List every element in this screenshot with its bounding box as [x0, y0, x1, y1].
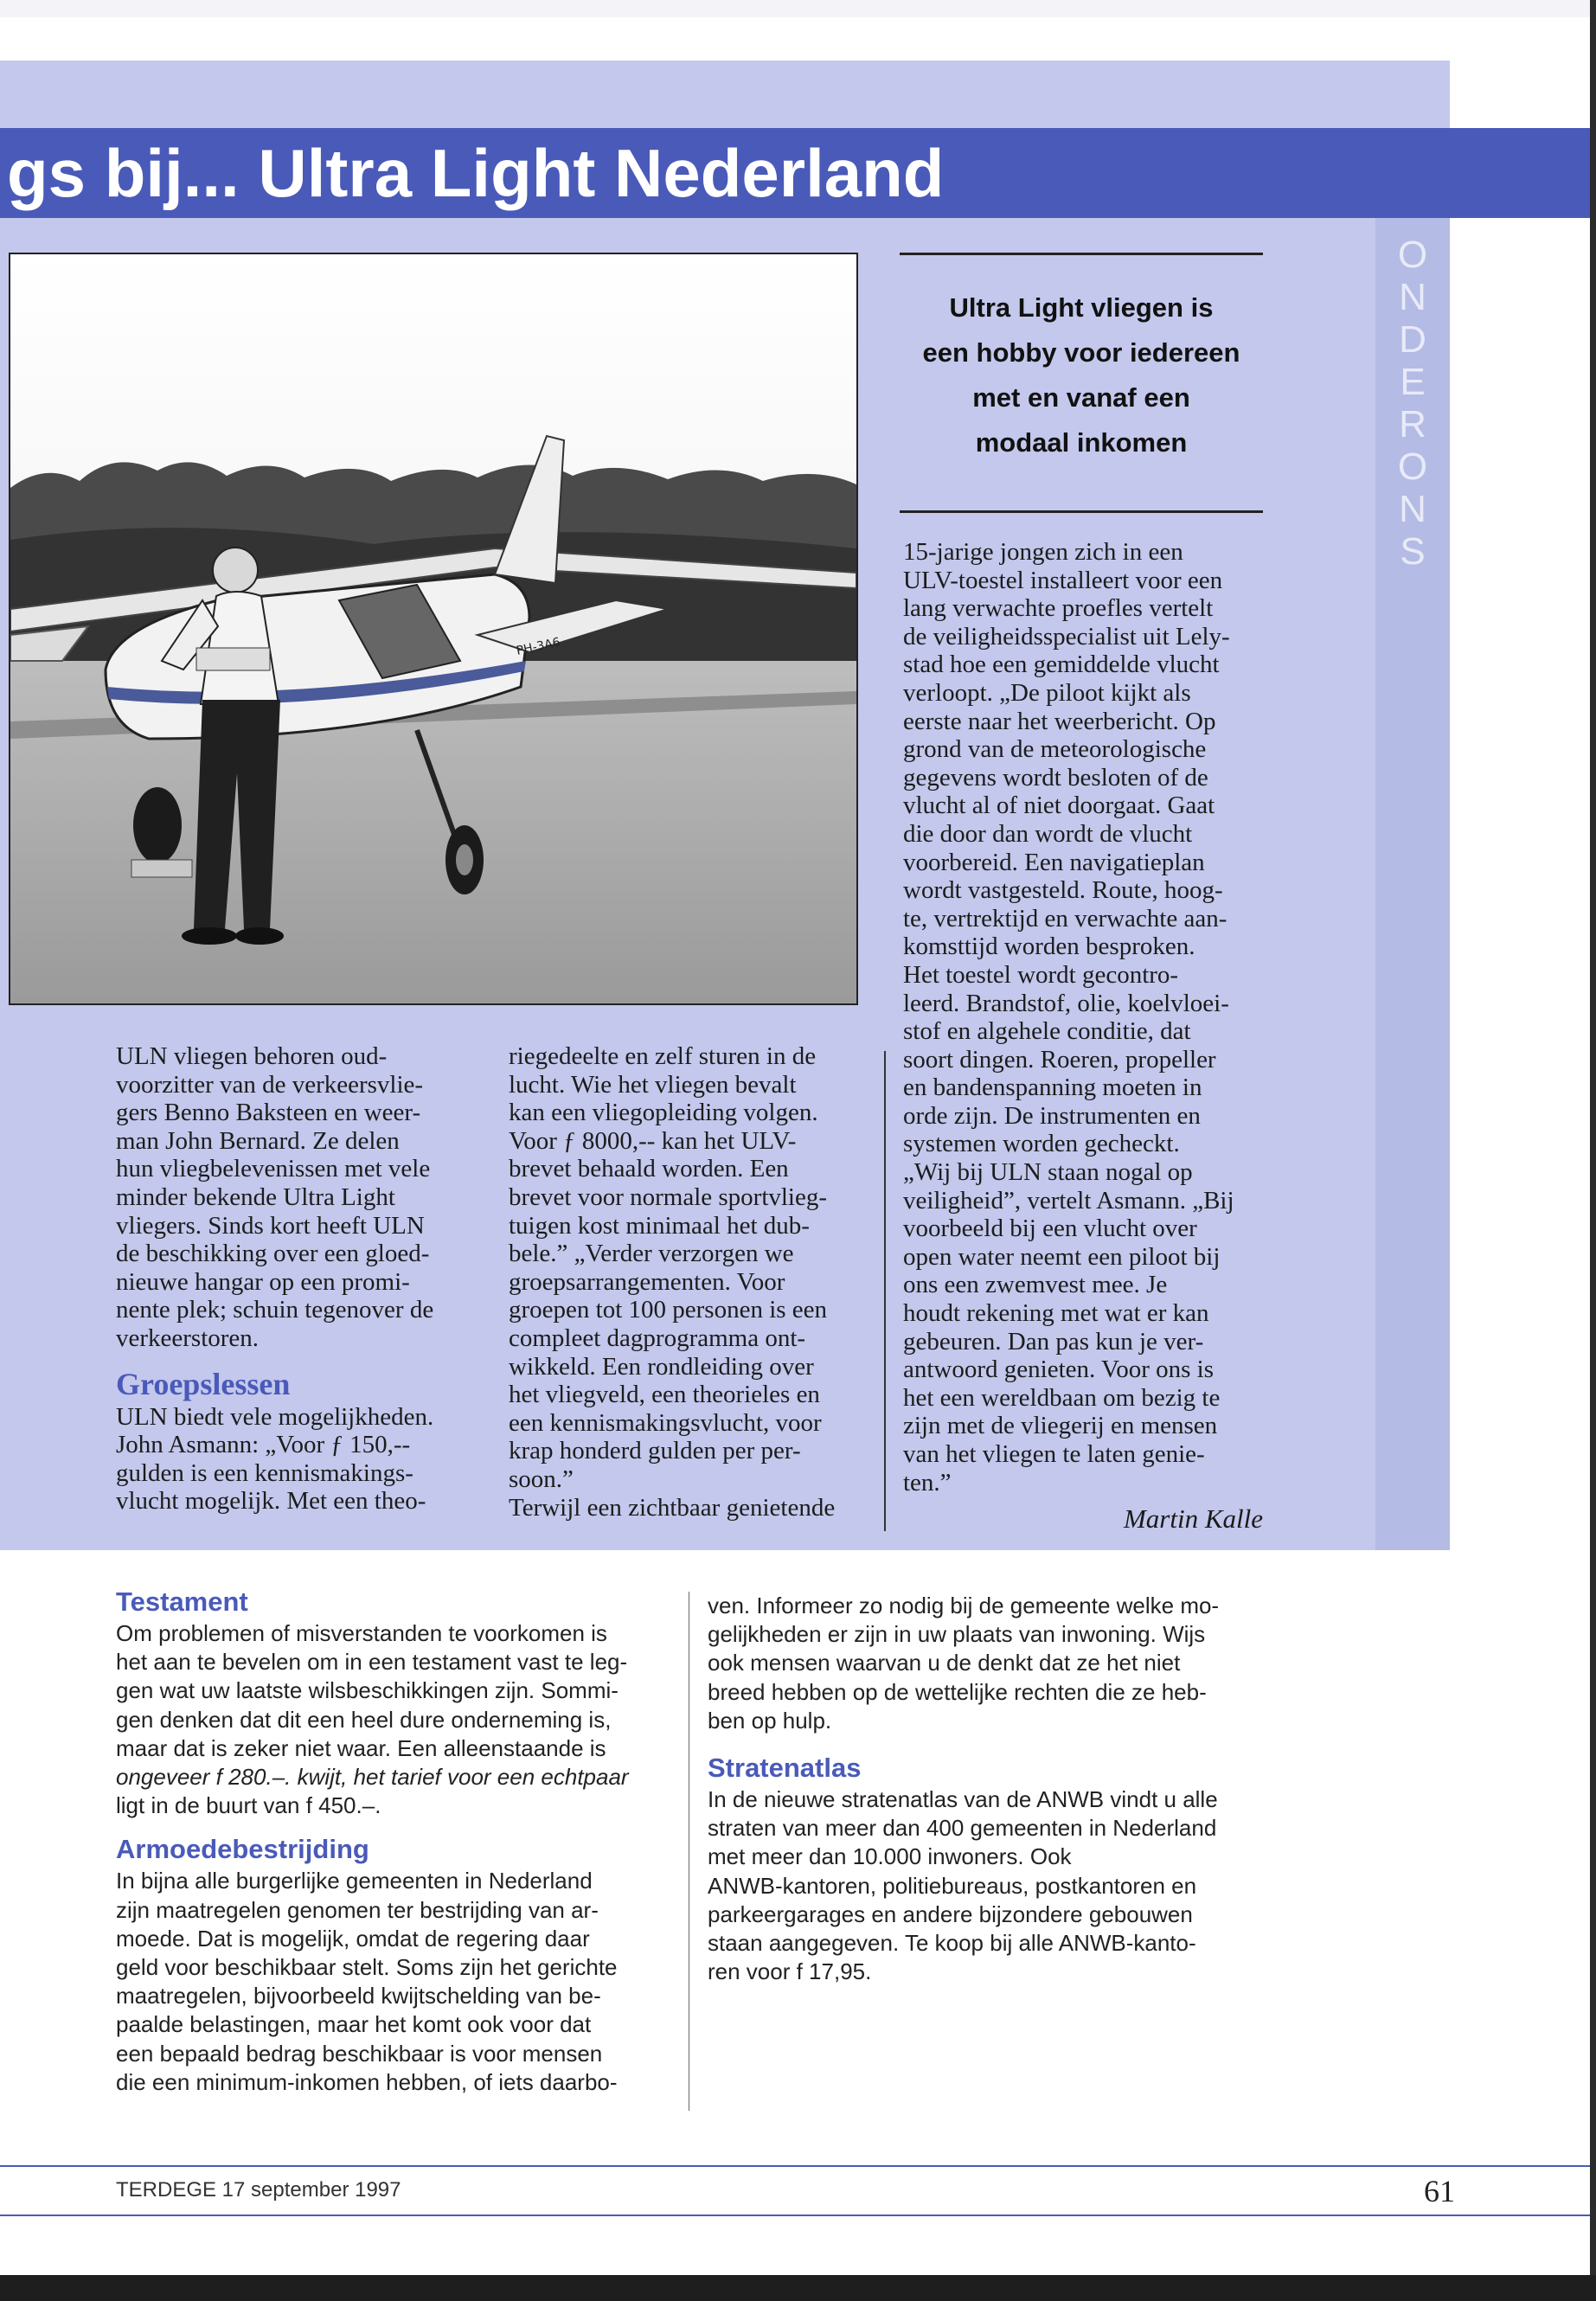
quote-top-rule: [900, 253, 1263, 255]
page-edge-right: [1590, 0, 1596, 2301]
news-left-column: Testament Om problemen of misverstanden te voorkomen is het aan te bevelen om in een testament vast te leg- gen wat uw laatste wilsbeschikkingen zijn. Sommi- gen denken dat dit een heel dure onderneming is, maar dat is zeker niet waar. Een alleenstaande is ongeveer f 280.–. kwijt, het tarief voor een echtpaar ligt in de buurt van f 450.–. Armoedebestrijding In bijna alle burgerlijke gemeenten in Nederland zijn maatregelen genomen ter bestrijding van ar- moede. Dat is mogelijk, omdat de regering daar geld voor beschikbaar stelt. Soms zijn het gerichte maatregelen, bijvoorbeeld kwijtschelding van be- paalde belastingen, maar het komt ook voor dat een bepaald bedrag beschikbaar is voor mensen die een minimum-inkomen hebben, of iets daarbo-: [116, 1585, 687, 2097]
news-right-column: ven. Informeer zo nodig bij de gemeente welke mo- gelijkheden er zijn in uw plaats van inwoning. Wijs ook mensen waarvan u de denkt dat ze het niet breed hebben op de wettelijke rechten die ze heb- ben op hulp. Stratenatlas In de nieuwe stratenatlas van de ANWB vindt u alle straten van meer dan 400 gemeenten in Nederland met meer dan 10.000 inwoners. Ook ANWB-kantoren, politiebureaus, postkantoren en parkeergarages en andere bijzondere gebouwen staan aangegeven. Te koop bij alle ANWB-kanto- ren voor f 17,95.: [708, 1592, 1279, 1986]
side-section-label: O N D E R O N S: [1397, 234, 1428, 573]
footer-rule-bottom: [0, 2214, 1590, 2216]
article-column-2: riegedeelte en zelf sturen in de lucht. Wie het vliegen bevalt kan een vliegopleiding volgen. Voor ƒ 8000,-- kan het ULV- brevet behaald worden. Een brevet voor normale sportvlieg- tuigen kost minimaal het dub- bele.” „Verder verzorgen we groepsarrangementen. Voor groepen tot 100 personen is een compleet dagprogramma ont- wikkeld. Een rondleiding over het vliegveld, een theorieles en een kennismakingsvlucht, voor krap honderd gulden per per- soon.” Terwijl een zichtbaar genietende: [509, 1042, 836, 1522]
pull-quote-line: met en vanaf een: [972, 382, 1190, 413]
article-column-1: ULN vliegen behoren oud- voorzitter van de verkeersvlie- gers Benno Baksteen en weer- man John Bernard. Ze delen hun vliegbelevenissen met vele minder bekende Ultra Light vliegers. Sinds kort heeft ULN de beschikking over een gloed- nieuwe hangar op een promi- nente plek; schuin tegenover de verkeerstoren. Groepslessen ULN biedt vele mogelijkheden. John Asmann: „Voor ƒ 150,-- gulden is een kennismakings- vlucht mogelijk. Met een theo-: [116, 1042, 479, 1516]
airplane-photo: [9, 253, 858, 1005]
page-title: gs bij... Ultra Light Nederland: [7, 135, 945, 211]
pull-quote-line: Ultra Light vliegen is: [949, 292, 1214, 323]
quote-bottom-rule: [900, 510, 1263, 513]
pull-quote: [900, 285, 1263, 465]
footer-publication: TERDEGE 17 september 1997: [116, 2178, 401, 2202]
subhead-stratenatlas: Stratenatlas: [708, 1753, 862, 1784]
page-top-margin: [0, 0, 1596, 17]
subhead-groepslessen: Groepslessen: [116, 1366, 291, 1401]
subhead-armoedebestrijding: Armoedebestrijding: [116, 1834, 369, 1865]
subhead-testament: Testament: [116, 1586, 248, 1617]
pull-quote-line: een hobby voor iedereen: [922, 337, 1240, 368]
author-byline: Martin Kalle: [1123, 1503, 1263, 1534]
column-divider: [884, 1051, 886, 1531]
footer-rule: [0, 2165, 1590, 2167]
page-number: 61: [1424, 2174, 1455, 2208]
aircraft-registration: PH-3A6: [515, 635, 562, 658]
page-edge-bottom: [0, 2275, 1596, 2301]
pull-quote-line: modaal inkomen: [975, 427, 1188, 458]
article-column-3: 15-jarige jongen zich in een ULV-toestel installeert voor een lang verwachte proefles vertelt de veiligheidsspecialist uit Lely- stad hoe een gemiddelde vlucht verloopt. „De piloot kijkt als eerste naar het weerbericht. Op grond van de meteorologische gegevens wordt besloten of de vlucht al of niet doorgaat. Gaat die door dan wordt de vlucht voorbereid. Een navigatieplan wordt vastgesteld. Route, hoog- te, vertrektijd en verwachte aan- komsttijd worden besproken. Het toestel wordt gecontro- leerd. Brandstof, olie, koelvloei- stof en algehele conditie, dat soort dingen. Roeren, propeller en bandenspanning moeten in orde zijn. De instrumenten en systemen worden gecheckt. „Wij bij ULN staan nogal op veiligheid”, vertelt Asmann. „Bij voorbeeld bij een vlucht over open water neemt een piloot bij ons een zwemvest mee. Je houdt rekening met wat er kan gebeuren. Dan pas kun je ver- antwoord genieten. Voor ons is het een wereldbaan om bezig te zijn met de vliegerij en mensen van het vliegen te laten genie- ten.”: [903, 538, 1234, 1497]
